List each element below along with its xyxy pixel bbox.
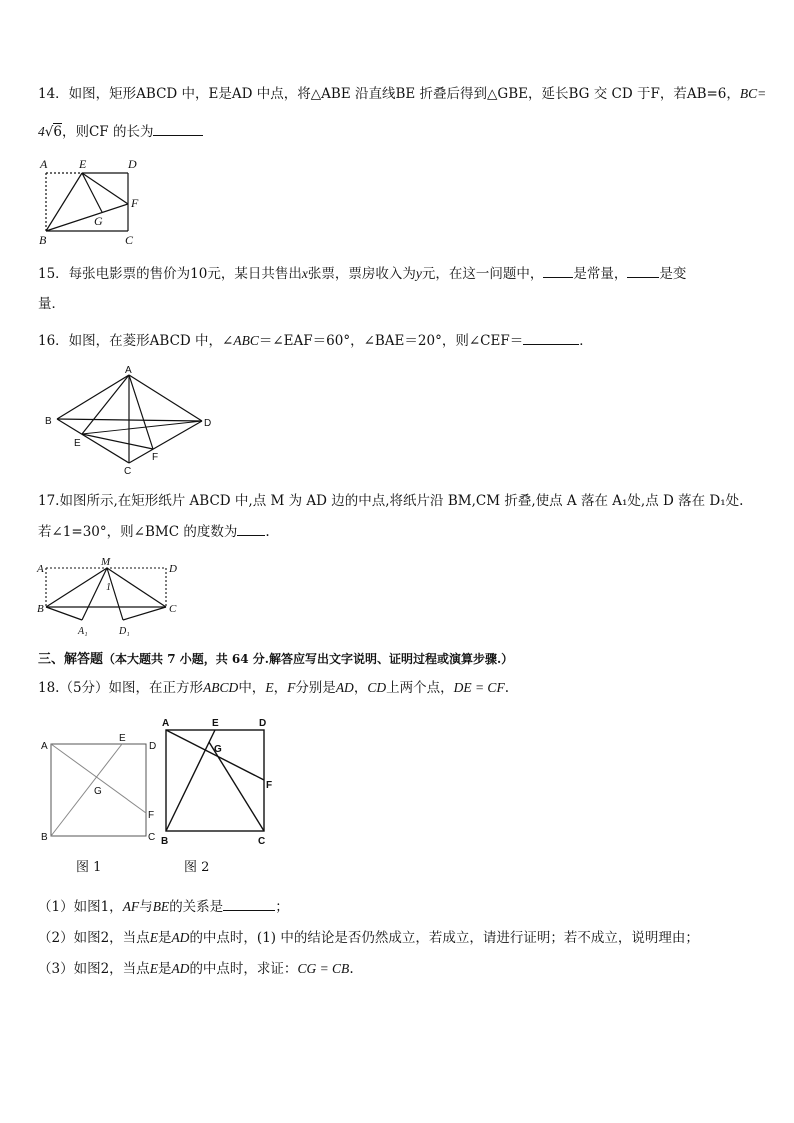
q14-line2: 4√6，则CF 的长为 <box>38 120 203 140</box>
q16-label-D: D <box>204 418 212 429</box>
q16-label-B: B <box>45 416 52 427</box>
q14-coefficient: 4 <box>38 124 45 139</box>
fig1-label-E: E <box>119 733 126 744</box>
q17-label-angle1: 1 <box>106 582 111 593</box>
q17-figure <box>36 556 186 640</box>
fig2-label-D: D <box>259 718 267 729</box>
q17-line2: 若∠1=30°，则∠BMC 的度数为 . <box>38 520 270 540</box>
fig1-label-C: C <box>148 832 156 843</box>
q17-label-B: B <box>37 603 44 615</box>
q18-part1: （1）如图1，AF与BE的关系是 ； <box>38 895 289 915</box>
q16-label-A: A <box>125 365 132 376</box>
q14-label-C: C <box>125 233 134 247</box>
q14-label-G: G <box>94 214 103 228</box>
q15-constant-blank <box>543 263 573 278</box>
q18-figure-1 <box>38 734 163 844</box>
q18-part1-blank <box>223 896 275 911</box>
q14-figure <box>36 154 146 249</box>
fig2-caption: 图 2 <box>184 860 210 875</box>
fig1-label-G: G <box>94 786 102 797</box>
q16-answer-blank <box>523 330 579 345</box>
q16-label-C: C <box>124 466 132 477</box>
q17-label-C: C <box>169 603 177 615</box>
q18-intro: 18.（5分）如图，在正方形ABCD中，E，F分别是AD，CD上两个点，DE = CF. <box>38 680 509 696</box>
q14-label-A: A <box>40 157 48 171</box>
fig2-label-B: B <box>161 836 169 847</box>
q14-label-B: B <box>39 233 47 247</box>
fig2-label-C: C <box>258 836 266 847</box>
fig2-label-G: G <box>214 744 222 755</box>
q14-label-D: D <box>128 157 137 171</box>
sqrt-symbol: √ <box>44 124 54 140</box>
q18-figure-2 <box>156 718 281 848</box>
fig2-label-E: E <box>212 718 219 729</box>
q17-label-D1: D₁ <box>119 626 130 637</box>
q15-variable-blank <box>627 263 659 278</box>
section-heading: 三、解答题（本大题共 7 小题，共 64 分.解答应写出文字说明、证明过程或演算步骤.） <box>38 652 514 667</box>
q14-line1: 14．如图，矩形ABCD 中，E是AD 中点，将△ABE 沿直线BE 折叠后得到△GBE，延长BG 交 CD 于F，若AB=6，BC= <box>38 86 767 102</box>
fig2-label-A: A <box>162 718 170 729</box>
q14-answer-blank <box>153 121 203 136</box>
q16-figure <box>40 362 220 477</box>
q18-part2: （2）如图2，当点E是AD的中点时，(1) 中的结论是否仍然成立，若成立，请进行证明；若不成立，说明理由； <box>38 930 699 946</box>
q17-label-A: A <box>37 563 44 575</box>
q18-part3: （3）如图2，当点E是AD的中点时，求证：CG = CB. <box>38 961 354 977</box>
q16-label-F: F <box>152 452 159 463</box>
q15-line2: 量． <box>38 296 65 312</box>
q15-line1: 15．每张电影票的售价为10元，某日共售出x张票，票房收入为y元，在这一问题中， 是常量， 是变 <box>38 262 686 282</box>
q17-label-M: M <box>101 556 111 568</box>
q17-label-A1: A₁ <box>78 626 88 637</box>
fig1-label-B: B <box>41 832 48 843</box>
fig1-label-F: F <box>148 810 155 821</box>
q14-label-E: E <box>79 157 87 171</box>
q16-line: 16．如图，在菱形ABCD 中，∠ABC＝∠EAF＝60°，∠BAE＝20°，则∠CEF＝ ． <box>38 329 593 349</box>
q14-radicand: 6 <box>53 124 62 140</box>
fig1-label-D: D <box>149 741 157 752</box>
q14-label-F: F <box>131 196 139 210</box>
q17-answer-blank <box>237 521 265 536</box>
fig1-caption: 图 1 <box>76 860 102 875</box>
q17-label-D: D <box>169 563 177 575</box>
fig2-label-F: F <box>266 780 273 791</box>
fig1-label-A: A <box>41 741 48 752</box>
q17-line1: 17.如图所示,在矩形纸片 ABCD 中,点 M 为 AD 边的中点,将纸片沿 BM,CM 折叠,使点 A 落在 A₁处,点 D 落在 D₁处. <box>38 493 744 509</box>
q16-label-E: E <box>74 438 81 449</box>
